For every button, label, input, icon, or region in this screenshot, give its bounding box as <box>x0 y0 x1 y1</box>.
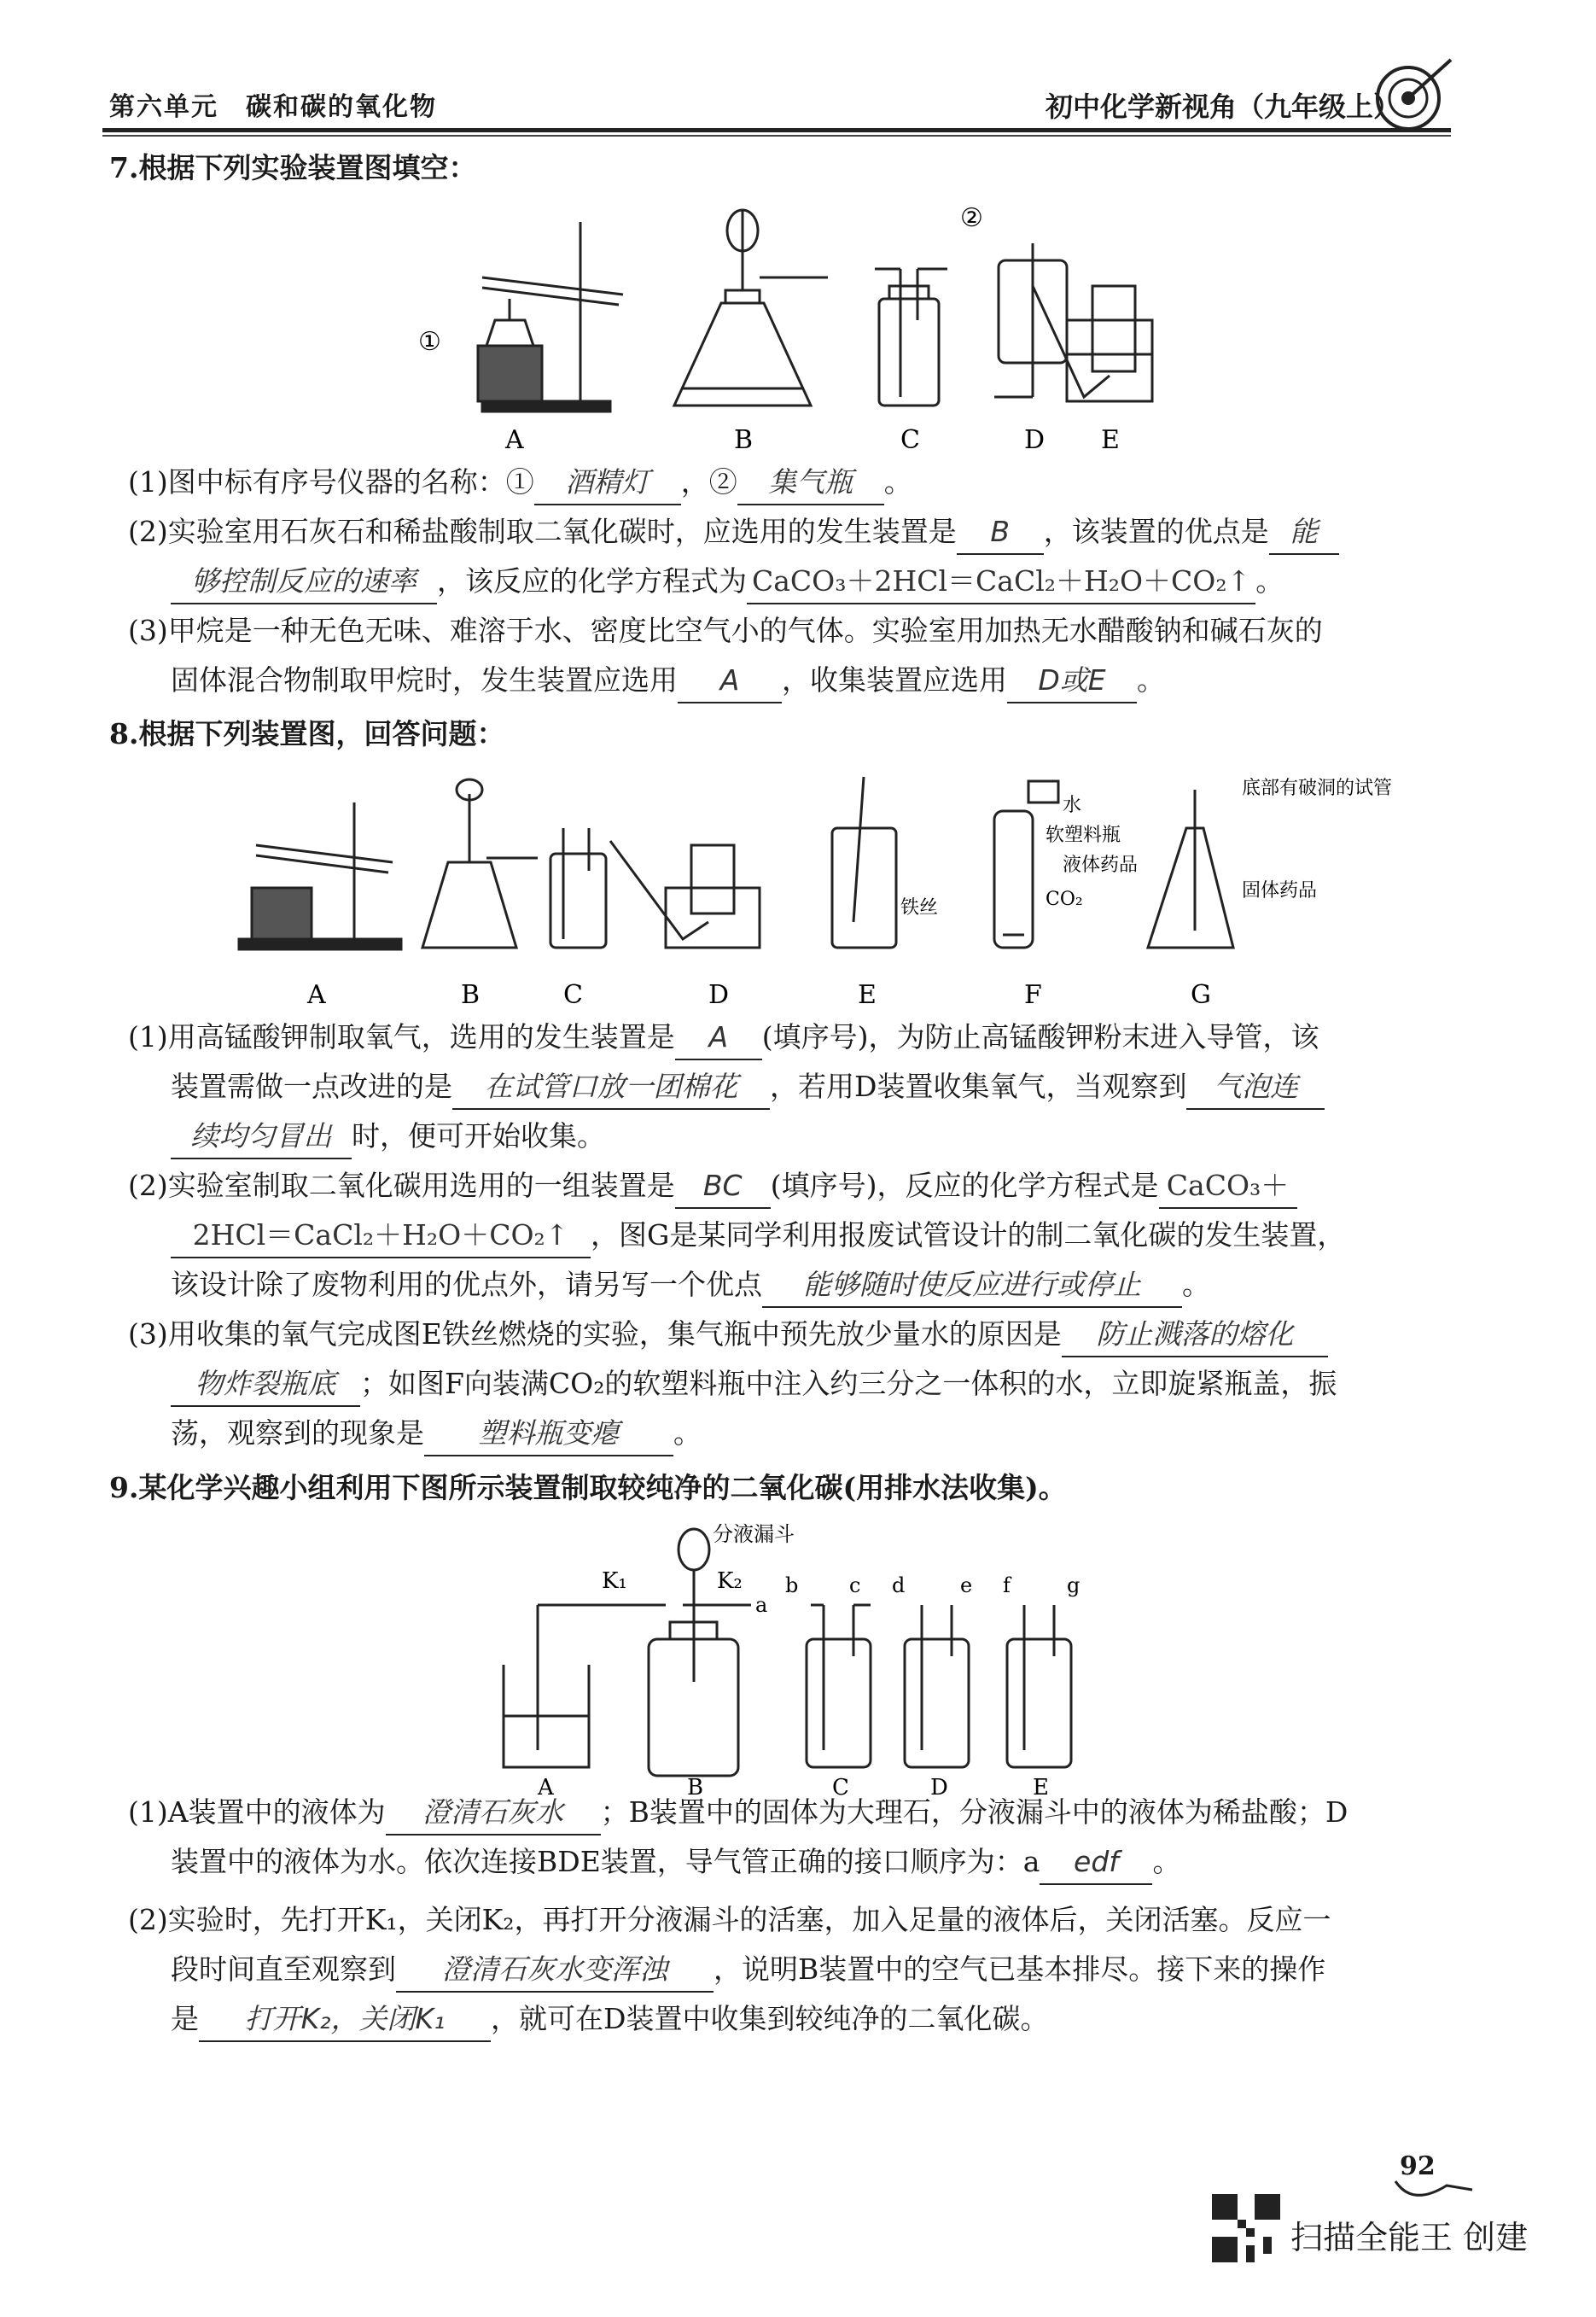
q9-part1-line1: (1)A装置中的液体为 澄清石灰水 ；B装置中的固体为大理石，分液漏斗中的液体为稀盐酸；D <box>128 1791 1348 1836</box>
header-unit: 第六单元 碳和碳的氧化物 <box>109 92 437 122</box>
q7-part3-line2: 固体混合物制取甲烷时，发生装置应选用 A ，收集装置应选用 D或E 。 <box>171 659 1165 703</box>
target-logo-icon <box>1357 51 1459 137</box>
q7-label-D: D <box>1024 425 1046 455</box>
q7-answer-1: 酒精灯 <box>534 461 681 505</box>
q8-apparatus-figure <box>230 760 1393 1010</box>
q8-label-liquid-reagent: 液体药品 <box>1063 855 1139 876</box>
q9-label-funnel: 分液漏斗 <box>713 1522 795 1546</box>
q9-label-k2: K₂ <box>717 1568 743 1594</box>
q9-label-d: d <box>892 1573 906 1597</box>
q8-answer-4: BC <box>675 1164 771 1209</box>
q9-label-c: c <box>849 1573 861 1597</box>
q7-label-B: B <box>734 425 754 455</box>
q9-answer-4: 打开K₂，关闭K₁ <box>199 1998 491 2042</box>
q9-part2-line1: (2)实验时，先打开K₁，关闭K₂，再打开分液漏斗的活塞，加入足量的液体后，关闭活塞。反应一 <box>128 1903 1331 1936</box>
q7-label-1: ① <box>418 327 441 357</box>
q9-part1-line2: 装置中的液体为水。依次连接BDE装置，导气管正确的接口顺序为：a edf 。 <box>171 1841 1180 1885</box>
q7-answer-4: 够控制反应的速率 <box>171 560 437 604</box>
q8-part1-line3: 续均匀冒出 时，便可开始收集。 <box>171 1115 605 1159</box>
q9-label-a: a <box>755 1593 768 1617</box>
q9-label-B: B <box>687 1775 704 1800</box>
q9-answer-2: edf <box>1040 1841 1152 1885</box>
q7-part2-line2: 够控制反应的速率 ，该反应的化学方程式为 CaCO₃＋2HCl＝CaCl₂＋H₂O＋CO₂↑ 。 <box>171 560 1284 604</box>
q9-label-g: g <box>1067 1573 1081 1597</box>
q7-answer-2: 集气瓶 <box>737 461 884 505</box>
q8-answer-8: 塑料瓶变瘪 <box>424 1412 673 1456</box>
page-number: 92 <box>1400 2151 1436 2181</box>
q8-label-soft-bottle: 软塑料瓶 <box>1046 825 1121 846</box>
q9-part2-line3: 是 打开K₂，关闭K₁ ，就可在D装置中收集到较纯净的二氧化碳。 <box>171 1998 1048 2042</box>
q9-answer-1: 澄清石灰水 <box>386 1791 601 1836</box>
q8-title: 8.根据下列装置图，回答问题： <box>109 717 505 750</box>
q8-answer-5: 2HCl＝CaCl₂＋H₂O＋CO₂↑ <box>171 1214 591 1258</box>
q8-label-E: E <box>858 980 877 1010</box>
header-rule-thin <box>102 135 1451 137</box>
q7-answer-6: A <box>678 659 782 703</box>
q8-label-A: A <box>307 980 326 1010</box>
q8-part2-line2: 2HCl＝CaCl₂＋H₂O＋CO₂↑ ，图G是某同学利用报废试管设计的制二氧化碳的发生装置， <box>171 1214 1345 1258</box>
q9-part2-line2: 段时间直至观察到 澄清石灰水变浑浊 ，说明B装置中的空气已基本排尽。接下来的操作 <box>171 1948 1325 1993</box>
q9-answer-3: 澄清石灰水变浑浊 <box>396 1948 714 1993</box>
q9-label-D: D <box>930 1775 948 1800</box>
q9-label-e: e <box>960 1573 973 1597</box>
q8-label-B: B <box>461 980 481 1010</box>
header-rule <box>102 128 1451 132</box>
q8-part2-line1: (2)实验室制取二氧化碳用选用的一组装置是 BC (填序号)，反应的化学方程式是 CaCO₃＋ <box>128 1164 1297 1209</box>
q8-part3-line3: 荡，观察到的现象是 塑料瓶变瘪 。 <box>171 1412 702 1456</box>
q8-label-water: 水 <box>1063 795 1082 816</box>
page-number-swirl-icon <box>1387 2139 1481 2207</box>
q9-label-C: C <box>832 1775 849 1800</box>
q8-part3-line1: (3)用收集的氧气完成图E铁丝燃烧的实验，集气瓶中预先放少量水的原因是 防止溅落的熔化 <box>128 1313 1328 1357</box>
q9-label-f: f <box>1003 1573 1011 1597</box>
q8-label-co2: CO₂ <box>1046 889 1083 910</box>
q8-label-G: G <box>1191 980 1211 1010</box>
q9-label-b: b <box>785 1573 799 1597</box>
q8-label-solid-reagent: 固体药品 <box>1242 880 1318 902</box>
q8-part2-line3: 该设计除了废物利用的优点外，请另写一个优点 能够随时使反应进行或停止 。 <box>171 1264 1210 1308</box>
q7-label-E: E <box>1101 425 1120 455</box>
q7-part2-line1: (2)实验室用石灰石和稀盐酸制取二氧化碳时，应选用的发生装置是 B ，该装置的优点是 能 <box>128 511 1339 555</box>
q8-part3-line2: 物炸裂瓶底 ；如图F向装满CO₂的软塑料瓶中注入约三分之一体积的水，立即旋紧瓶盖，振 <box>171 1363 1337 1407</box>
q8-answer-7: 物炸裂瓶底 <box>171 1363 360 1407</box>
q8-answer-3: 续均匀冒出 <box>171 1115 352 1159</box>
q8-answer-6: 能够随时使反应进行或停止 <box>762 1264 1182 1308</box>
q8-label-C: C <box>563 980 583 1010</box>
q7-part1: (1)图中标有序号仪器的名称：① 酒精灯 ，② 集气瓶 。 <box>128 461 912 505</box>
q8-part1-line1: (1)用高锰酸钾制取氧气，选用的发生装置是 A (填序号)，为防止高锰酸钾粉末进入导管，该 <box>128 1016 1319 1060</box>
qr-code-icon <box>1212 2194 1280 2262</box>
q7-title: 7.根据下列实验装置图填空： <box>109 151 477 184</box>
q9-apparatus-figure <box>478 1511 1110 1801</box>
q7-label-A: A <box>505 425 524 455</box>
q8-label-iron-wire: 铁丝 <box>900 897 939 919</box>
q8-label-F: F <box>1024 980 1042 1010</box>
q9-label-k1: K₁ <box>602 1568 627 1594</box>
header-book: 初中化学新视角（九年级上） <box>1046 90 1401 123</box>
q9-title: 9.某化学兴趣小组利用下图所示装置制取较纯净的二氧化碳(用排水法收集)。 <box>109 1471 1067 1504</box>
q9-label-A: A <box>538 1775 554 1800</box>
q8-part1-line2: 装置需做一点改进的是 在试管口放一团棉花 ，若用D装置收集氧气，当观察到 气泡连 <box>171 1065 1325 1110</box>
q7-apparatus-figure <box>401 192 1152 474</box>
footer-watermark: 扫描全能王 创建 <box>1290 2219 1529 2256</box>
q7-label-2: ② <box>960 203 983 233</box>
q7-answer-5: CaCO₃＋2HCl＝CaCl₂＋H₂O＋CO₂↑ <box>747 560 1255 604</box>
q8-answer-1: A <box>675 1016 762 1060</box>
q7-answer-7: D或E <box>1007 659 1137 703</box>
q7-answer-3: B <box>957 511 1044 555</box>
q8-label-D: D <box>708 980 730 1010</box>
q8-label-broken-tube: 底部有破洞的试管 <box>1242 778 1393 799</box>
q9-label-E: E <box>1033 1775 1049 1800</box>
q7-label-C: C <box>900 425 920 455</box>
q7-part3-line1: (3)甲烷是一种无色无味、难溶于水、密度比空气小的气体。实验室用加热无水醋酸钠和碱石灰的 <box>128 614 1323 647</box>
q8-answer-2: 在试管口放一团棉花 <box>452 1065 770 1110</box>
